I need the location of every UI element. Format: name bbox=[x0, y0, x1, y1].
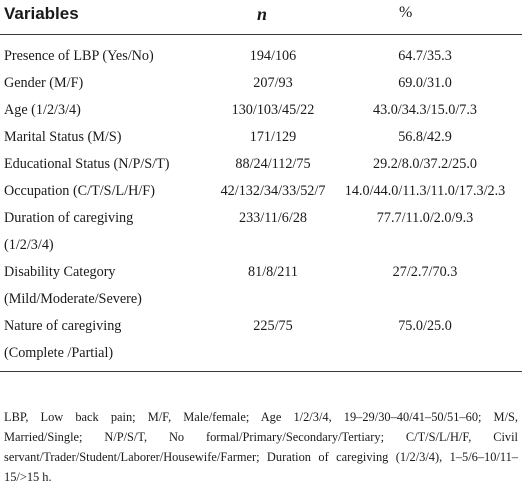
table-row bbox=[0, 43, 522, 70]
percent-cell: 75.0/25.0 bbox=[398, 318, 452, 334]
percent-cell: 43.0/34.3/15.0/7.3 bbox=[372, 102, 478, 118]
n-cell: 207/93 bbox=[253, 75, 293, 91]
table-row bbox=[0, 259, 522, 313]
n-cell: 81/8/211 bbox=[248, 264, 298, 280]
table-row bbox=[0, 70, 522, 97]
variable-cell: Age (1/2/3/4) bbox=[4, 102, 81, 118]
variable-line-1: Nature of caregiving bbox=[4, 318, 122, 334]
n-cell: 225/75 bbox=[253, 318, 293, 334]
table-row bbox=[0, 313, 522, 367]
variable-cell: Educational Status (N/P/S/T) bbox=[4, 156, 170, 172]
header-n: n bbox=[257, 4, 268, 24]
percent-cell: 29.2/8.0/37.2/25.0 bbox=[372, 156, 478, 172]
table-row bbox=[0, 97, 522, 124]
table-header-row bbox=[0, 0, 522, 35]
variable-line-2: (Mild/Moderate/Severe) bbox=[4, 291, 142, 307]
percent-cell: 56.8/42.9 bbox=[398, 129, 452, 145]
n-cell: 88/24/112/75 bbox=[235, 156, 311, 172]
percent-cell: 69.0/31.0 bbox=[398, 75, 452, 91]
n-cell: 194/106 bbox=[249, 48, 297, 64]
n-cell: 130/103/45/22 bbox=[231, 102, 315, 118]
variable-line-2: (1/2/3/4) bbox=[4, 237, 54, 253]
table-row bbox=[0, 124, 522, 151]
table-footnote: LBP, Low back pain; M/F, Male/female; Age 1/2/3/4, 19–29/30–40/41–50/51–60; M/S, Married/Single; N/P/S/T, No formal/Primary/Secondary/Tertiary; C/T/S/L/H/F, Civil servant/Trader/Student/Laborer/Housewife/Farmer; Duration of caregiving (1/2/3/4), 1–5/6–10/11–15/>15 h. bbox=[4, 410, 518, 484]
table-body bbox=[0, 35, 522, 372]
table-row bbox=[0, 205, 522, 259]
variable-line-2: (Complete /Partial) bbox=[4, 345, 114, 361]
percent-cell: 27/2.7/70.3 bbox=[392, 264, 458, 280]
table-row bbox=[0, 151, 522, 178]
variable-line-1: Disability Category bbox=[4, 264, 116, 280]
variable-cell: Presence of LBP (Yes/No) bbox=[4, 48, 154, 64]
variable-cell: Gender (M/F) bbox=[4, 75, 84, 91]
header-variables: Variables bbox=[4, 4, 79, 23]
variable-cell: Marital Status (M/S) bbox=[4, 129, 122, 145]
table-row bbox=[0, 178, 522, 205]
header-percent: % bbox=[399, 4, 413, 21]
n-cell: 233/11/6/28 bbox=[238, 210, 308, 226]
n-cell: 171/129 bbox=[249, 129, 297, 145]
percent-cell: 14.0/44.0/11.3/11.0/17.3/2.3 bbox=[344, 183, 506, 199]
variable-line-1: Duration of caregiving bbox=[4, 210, 134, 226]
variable-cell: Occupation (C/T/S/L/H/F) bbox=[4, 183, 155, 199]
percent-cell: 64.7/35.3 bbox=[398, 48, 452, 64]
percent-cell: 77.7/11.0/2.0/9.3 bbox=[376, 210, 474, 226]
n-cell: 42/132/34/33/52/7 bbox=[220, 183, 326, 199]
